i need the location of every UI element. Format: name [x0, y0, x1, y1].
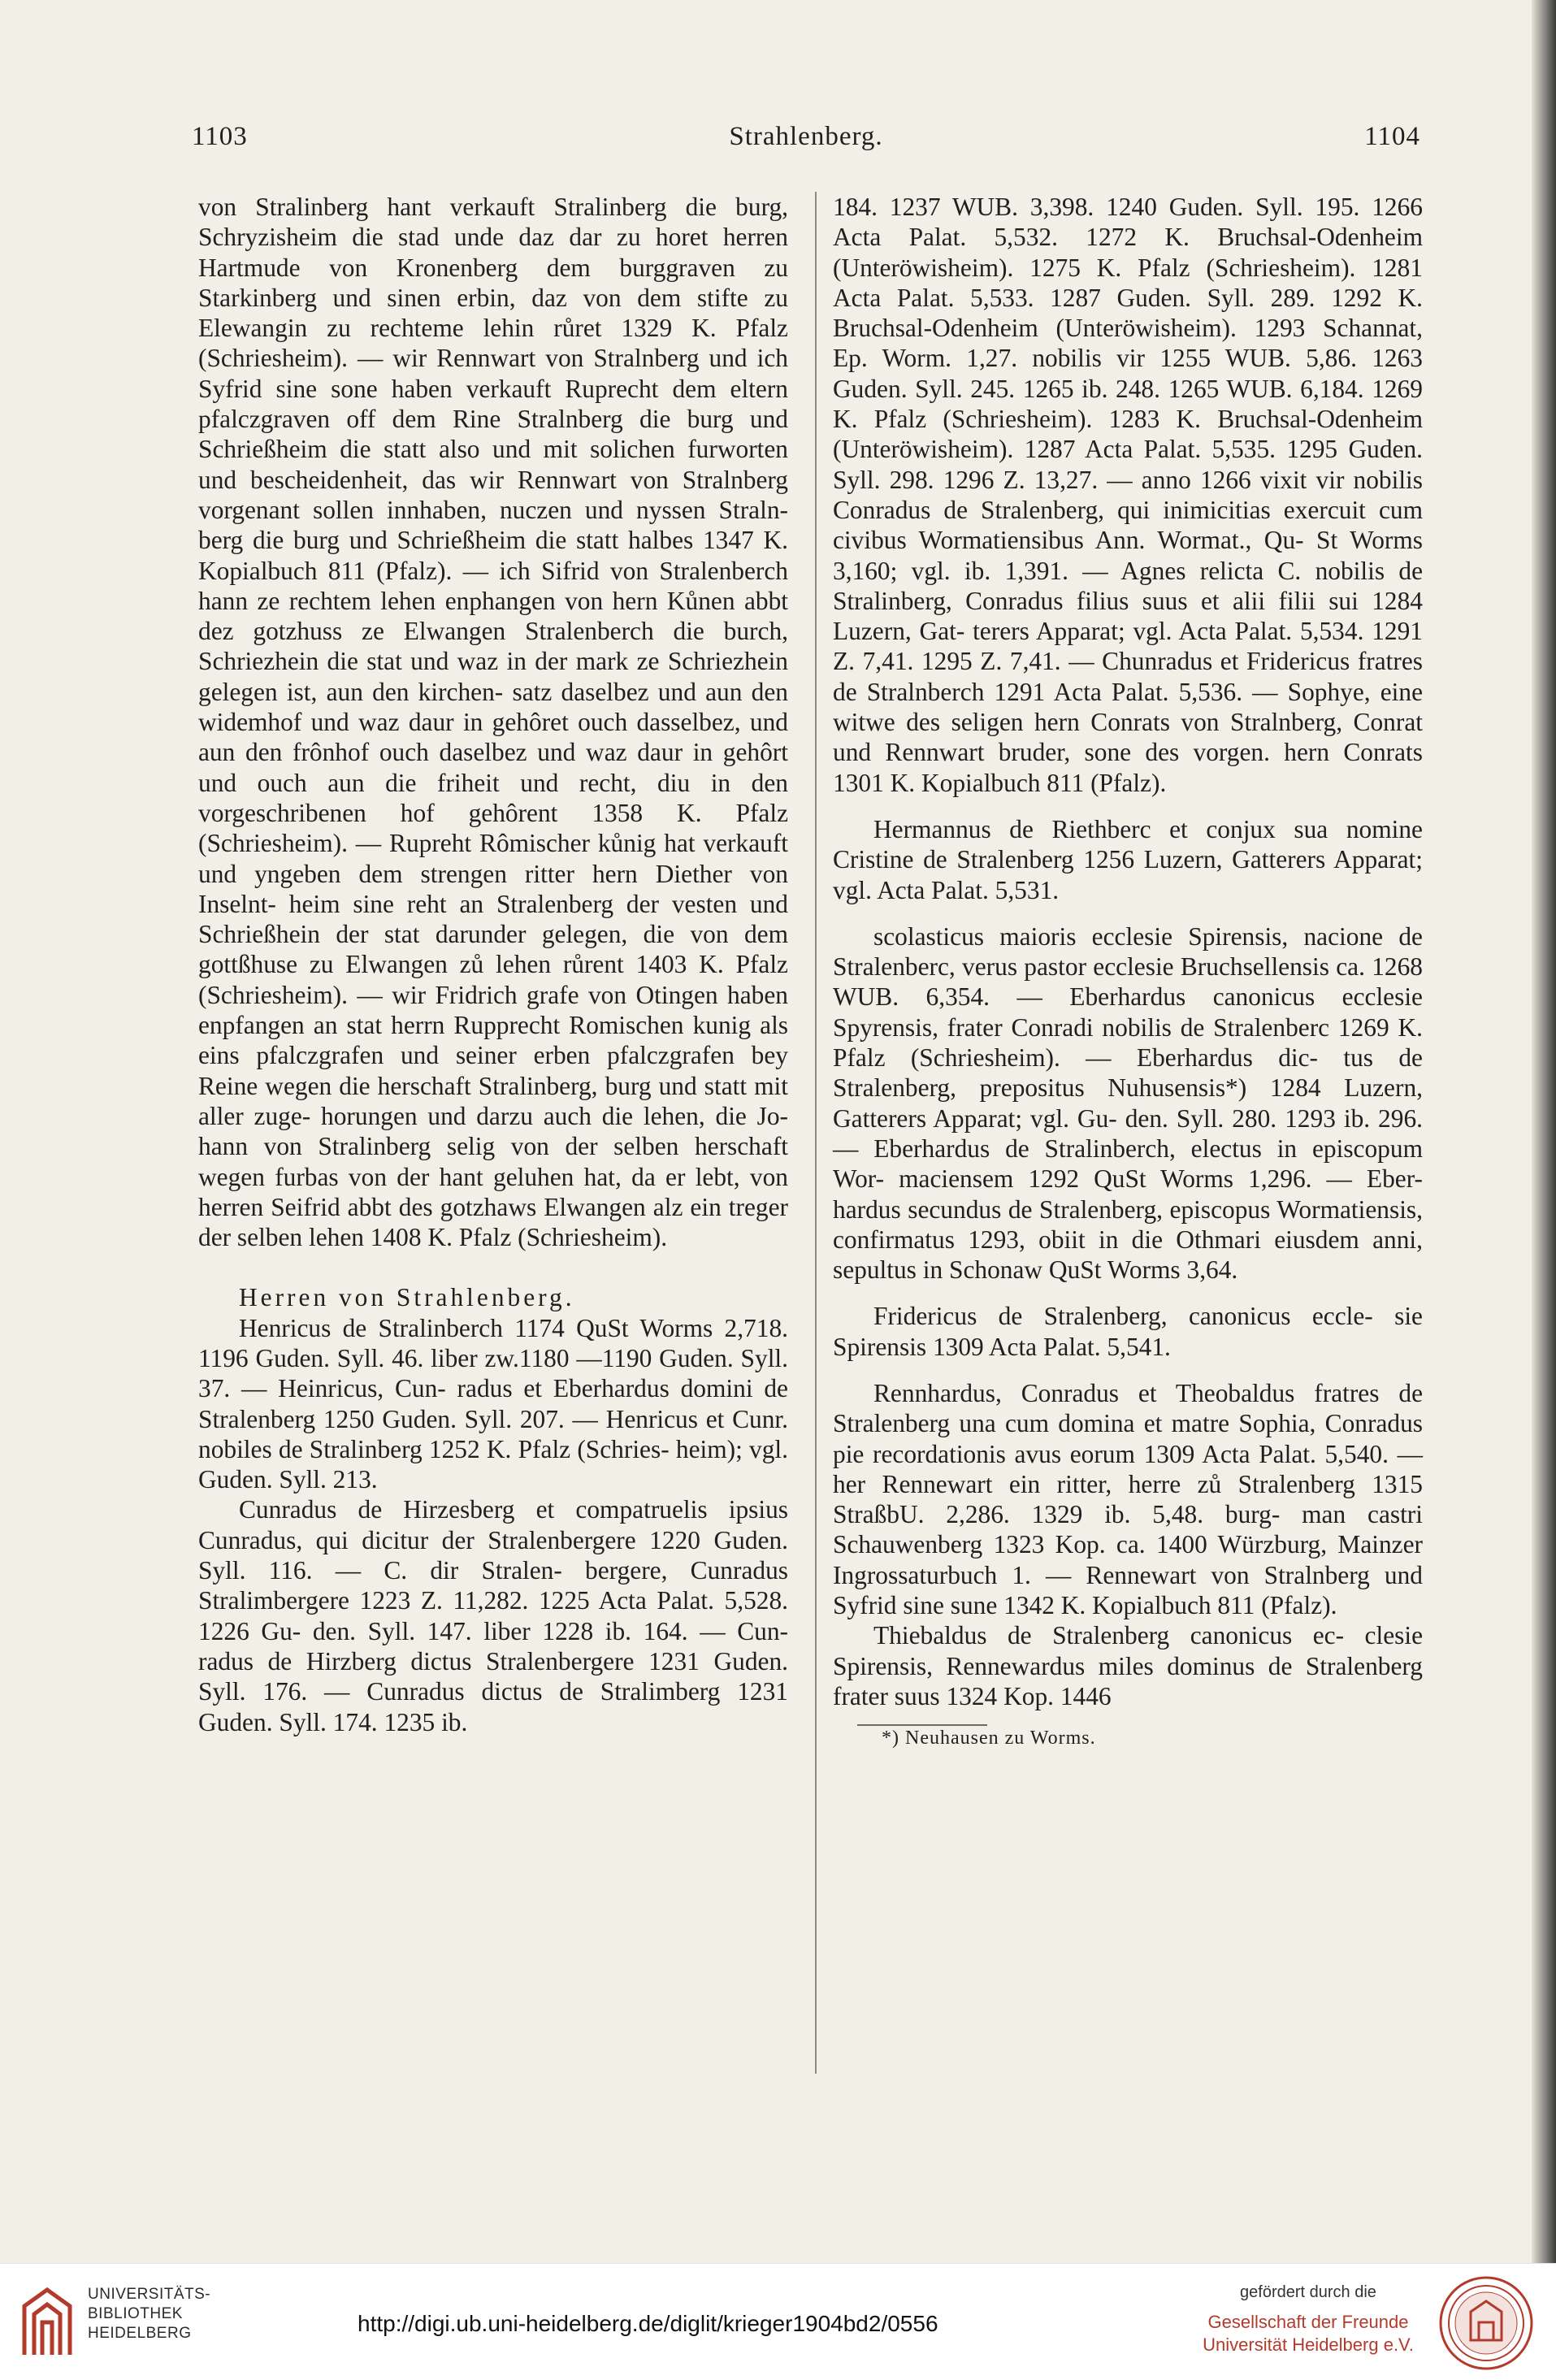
- right-paragraph-1: 184. 1237 WUB. 3,398. 1240 Guden. Syll. 195. 1266 Acta Palat. 5,532. 1272 K. Bruchsal-Odenheim (Unteröwisheim). 1275 K. Pfalz (Schriesheim). 1281 Acta Palat. 5,533. 1287 Guden. Syll. 289. 1292 K. Bruchsal-Odenheim (Unteröwisheim). 1293 Schannat, Ep. Worm. 1,27. nobilis vir 1255 WUB. 5,86. 1263 Guden. Syll. 245. 1265 ib. 248. 1265 WUB. 6,184. 1269 K. Pfalz (Schriesheim). 1283 K. Bruchsal-Odenheim (Unteröwisheim). 1287 Acta Palat. 5,535. 1295 Guden. Syll. 298. 1296 Z. 13,27. — anno 1266 vixit vir nobilis Conradus de Stralenberg, qui inimicitias exercuit cum civibus Wormatiensibus Ann. Wormat., Qu- St Worms 3,160; vgl. ib. 1,391. — Agnes relicta C. nobilis de Stralinberg, Conradus filius suus et alii filii sui 1284 Luzern, Gat- terers Apparat; vgl. Acta Palat. 5,534. 1291 Z. 7,41. 1295 Z. 7,41. — Chunradus et Fridericus fratres de Stralnberch 1291 Acta Palat. 5,536. — Sophye, eine witwe des seligen hern Conrats von Stralnberg, Conrat und Rennwart bruder, sone des vorgen. hern Conrats 1301 K. Kopialbuch 811 (Pfalz).: [833, 193, 1423, 797]
- page-number-right: 1104: [1364, 122, 1420, 151]
- library-line-3: HEIDELBERG: [88, 2325, 192, 2342]
- running-title: Strahlenberg.: [729, 122, 883, 151]
- right-paragraph-5: Rennhardus, Conradus et Theobaldus fratres de Stralenberg una cum domina et matre Sophia, Conradus pie recordationis avus eorum 1309 Acta Palat. 5,540. — her Rennewart ein ritter, herre zů Stralenberg 1315 StraßbU. 2,286. 1329 ib. 5,48. burg- man castri Schauwenberg 1323 Kop. ca. 1400 Würzburg, Mainzer Ingrossaturbuch 1. — Rennewart von Stralnberg und Syfrid sine sune 1342 K. Kopialbuch 811 (Pfalz).: [833, 1378, 1423, 1620]
- right-paragraph-3: scolasticus maioris ecclesie Spirensis, nacione de Stralenberc, verus pastor ecclesie Bruchsellensis ca. 1268 WUB. 6,354. — Eberhardus canonicus ecclesie Spyrensis, frater Conradi nobilis de Stralenberc 1269 K. Pfalz (Schriesheim). — Eberhardus dic- tus de Stralenberg, prepositus Nuhusensis*) 1284 Luzern, Gatterers Apparat; vgl. Gu- den. Syll. 280. 1293 ib. 296. — Eberhardus de Stralinberch, electus in episcopum Wor- maciensem 1292 QuSt Worms 1,296. — Eber- hardus secundus de Stralenberg, episcopus Wormatiensis, confirmatus 1293, obiit in die Othmari eiusdem anni, sepultus in Schonaw QuSt Worms 3,64.: [833, 921, 1423, 1285]
- library-name: [88, 2285, 258, 2343]
- sponsor-line-3: Universität Heidelberg e.V.: [1203, 2334, 1414, 2355]
- left-column: [198, 192, 788, 1737]
- ub-heidelberg-logo-icon: [16, 2282, 78, 2363]
- right-paragraph-4: Fridericus de Stralenberg, canonicus eccle- sie Spirensis 1309 Acta Palat. 5,541.: [833, 1302, 1423, 1361]
- page-number-left: 1103: [192, 122, 248, 151]
- sponsor-line-2: Gesellschaft der Freunde: [1207, 2312, 1409, 2332]
- right-column: [833, 192, 1423, 1750]
- library-line-2: BIBLIOTHEK: [88, 2305, 183, 2322]
- university-seal-icon: [1438, 2275, 1534, 2371]
- page-header: [192, 122, 1420, 158]
- left-paragraph-3: Cunradus de Hirzesberg et compatruelis ipsius Cunradus, qui dicitur der Stralenbergere 1220 Guden. Syll. 116. — C. dir Stralen- bergere, Cunradus Stralimbergere 1223 Z. 11,282. 1225 Acta Palat. 5,528. 1226 Gu- den. Syll. 147. liber 1228 ib. 164. — Cun- radus de Hirzberg dictus Stralenbergere 1231 Guden. Syll. 176. — Cunradus dictus de Stralimberg 1231 Guden. Syll. 174. 1235 ib.: [198, 1495, 788, 1736]
- left-paragraph-1: von Stralinberg hant verkauft Stralinberg die burg, Schryzisheim die stad unde daz dar zu horet herren Hartmude von Kronenberg dem burggraven zu Starkinberg und sinen erbin, daz von dem stifte zu Elewangin zu rechteme lehin růret 1329 K. Pfalz (Schriesheim). — wir Rennwart von Stralnberg und ich Syfrid sine sone haben verkauft Ruprecht dem eltern pfalczgraven off dem Rine Stralnberg die burg und Schrießheim die statt also und mit solichen furworten und bescheidenheit, das wir Rennwart von Stralnberg vorgenant sollen innhaben, nuczen und nyssen Straln- berg die burg und Schrießheim die statt halbes 1347 K. Kopialbuch 811 (Pfalz). — ich Sifrid von Stralenberch hann ze rechtem lehen enphangen von hern Kůnen abbt dez gotzhuss ze Elwangen Stralenberch die burch, Schriezhein die stat und waz in der mark ze Schriezhein gelegen ist, aun den kirchen- satz daselbez und aun den widemhof und waz daur in gehôret ouch dasselbez, und aun den frônhof ouch daselbez und waz daur in gehôrt und ouch aun die friheit und recht, diu in den vorgeschribenen hof gehôrent 1358 K. Pfalz (Schriesheim). — Rupreht Rômischer kůnig hat verkauft und yngeben dem strengen ritter hern Diether von Inselnt- heim sine reht an Stralenberg der vesten und Schrießhein der stat darunder gelegen, die von dem gottßhuse zu Elwangen zů lehen růrent 1403 K. Pfalz (Schriesheim). — wir Fridrich grafe von Otingen haben enpfangen an stat herrn Rupprecht Romischen kunig als eins pfalczgrafen und seiner erben pfalczgrafen bey Reine wegen die herschaft Stralinberg, burg und statt mit aller zuge- horungen und darzu auch die lehen, die Jo- hann von Stralinberg selig von der selben herschaft wegen furbas von der hant geluhen hat, da er lebt, von herren Seifrid abbt des gotzhaws Elwangen alz ein treger der selben lehen 1408 K. Pfalz (Schriesheim).: [198, 193, 788, 1252]
- page-edge-shadow: [1532, 0, 1556, 2263]
- permalink-url[interactable]: http://digi.ub.uni-heidelberg.de/diglit/krieger1904bd2/0556: [358, 2311, 938, 2336]
- left-paragraph-2: Henricus de Stralinberch 1174 QuSt Worms 2,718. 1196 Guden. Syll. 46. liber zw.1180 —1190 Guden. Syll. 37. — Heinricus, Cun- radus et Eberhardus domini de Stralenberg 1250 Guden. Syll. 207. — Henricus et Cunr. nobiles de Stralinberg 1252 K. Pfalz (Schries- heim); vgl. Guden. Syll. 213.: [198, 1313, 788, 1494]
- footnote: *) Neuhausen zu Worms.: [882, 1728, 1096, 1749]
- viewer-footer: [0, 2263, 1556, 2380]
- right-paragraph-6: Thiebaldus de Stralenberg canonicus ec- clesie Spirensis, Rennewardus miles dominus de Stralenberg frater suus 1324 Kop. 1446: [833, 1621, 1423, 1710]
- sponsor-line-1: gefördert durch die: [1240, 2283, 1376, 2301]
- section-heading: Herren von Strahlenberg.: [239, 1283, 575, 1312]
- right-paragraph-2: Hermannus de Riethberc et conjux sua nomine Cristine de Stralenberg 1256 Luzern, Gatterers Apparat; vgl. Acta Palat. 5,531.: [833, 814, 1423, 904]
- column-divider: [815, 192, 817, 2074]
- sponsor-text: [1186, 2282, 1430, 2356]
- library-line-1: UNIVERSITÄTS-: [88, 2286, 211, 2303]
